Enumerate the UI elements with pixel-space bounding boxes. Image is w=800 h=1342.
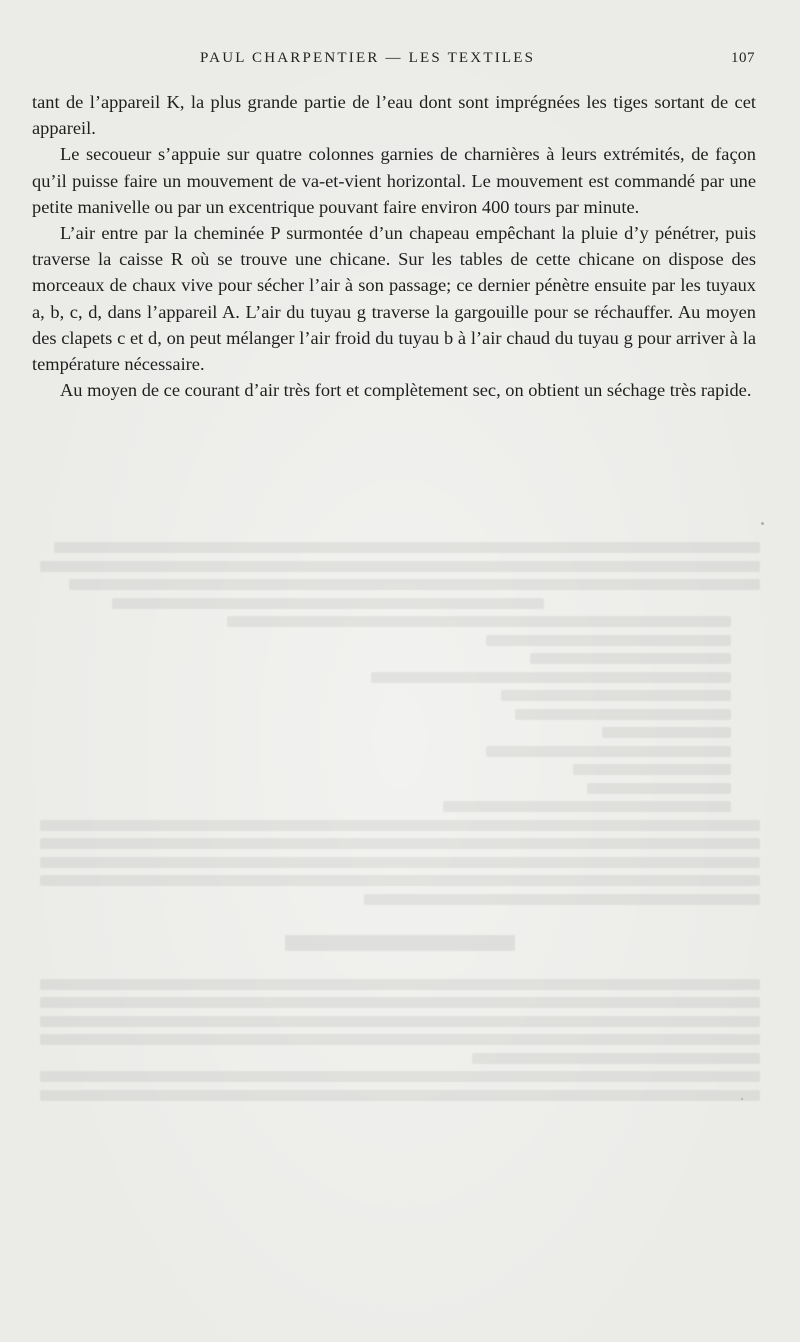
running-title: PAUL CHARPENTIER — LES TEXTILES bbox=[200, 50, 536, 66]
paper-speck bbox=[761, 522, 764, 525]
page-number: 107 bbox=[731, 50, 755, 66]
paragraph-2: Le secoueur s’appuie sur quatre colonnes garnies de charnières à leurs extrémités, de façon qu’il puisse faire un mouvement de va-et-vient horizontal. Le mouvement est commandé par une petite manivelle ou par un excentrique pouvant faire environ 400 tours par minute. bbox=[32, 144, 756, 217]
show-through-bleed bbox=[40, 535, 760, 1295]
paragraph-1: tant de l’appareil K, la plus grande partie de l’eau dont sont imprégnées les tiges sortant de cet appareil. bbox=[32, 92, 756, 139]
paragraph-3: L’air entre par la cheminée P surmontée d’un chapeau empêchant la pluie d’y pénétrer, puis traverse la caisse R où se trouve une chicane. Sur les tables de cette chicane on dispose des morceaux de chaux vive pour sécher l’air à son passage; ce dernier pénètre ensuite par les tuyaux a, b, c, d, dans l’appareil A. L’air du tuyau g traverse la gargouille pour se réchauffer. Au moyen des clapets c et d, on peut mélanger l’air froid du tuyau b à l’air chaud du tuyau g pour arriver à la température nécessaire. bbox=[32, 223, 756, 375]
running-head bbox=[0, 50, 800, 72]
paragraph-4: Au moyen de ce courant d’air très fort et complètement sec, on obtient un séchage très rapide. bbox=[60, 380, 752, 401]
paper-speck bbox=[741, 1098, 743, 1100]
body-text bbox=[32, 89, 756, 403]
